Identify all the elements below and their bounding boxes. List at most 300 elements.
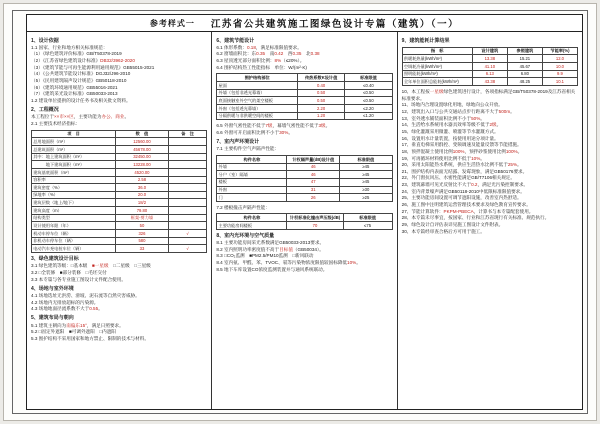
table-row <box>32 153 207 161</box>
table-cell: ≤75 <box>343 222 392 230</box>
table-header-cell: 计权标准化撞击声压级(dB) <box>287 214 343 222</box>
text-run: 10、本工程按 <box>401 88 430 94</box>
page-title: 江苏省公共建筑施工图绿色设计专篇（建筑）（一） <box>210 19 460 30</box>
text-run: （≤20%）。 <box>281 58 305 64</box>
text-run: 0.18 <box>246 44 256 50</box>
table-cell: 0.50 <box>297 89 344 97</box>
airborne-sound-table <box>216 155 392 202</box>
text-run: 100% <box>452 148 465 154</box>
text-run: 目标值 <box>279 246 293 252</box>
text-line <box>31 293 207 300</box>
energy-result-table <box>402 47 578 86</box>
text-line <box>216 130 392 137</box>
table-cell <box>168 222 207 230</box>
text-line <box>31 58 207 65</box>
text-run: 南偏东15° <box>66 322 87 328</box>
table-row <box>32 176 207 184</box>
table-cell: 分户（室）隔墙 <box>217 171 287 179</box>
text-run: 5、建筑布局与朝向 <box>31 315 74 322</box>
table-cell: 建筑层数（地上/地下） <box>32 199 116 207</box>
text-run: 6.1 体形系数： <box>216 44 247 50</box>
text-run: 500m <box>498 108 511 114</box>
text-run: 50% <box>471 115 481 121</box>
text-run: （2）《江苏省绿色建筑设计标准》 <box>31 58 101 64</box>
text-line <box>216 146 392 153</box>
energy-result-table-wrap <box>402 47 578 86</box>
text-run: 21、围护结构内表面无结露、发霉现象，满足GB50176要求。 <box>401 168 528 174</box>
text-run: 30% <box>279 129 289 135</box>
text-run: 8.5 地下车库设置CO浓度监测装置并与通风系统联动。 <box>216 266 328 272</box>
table-cell: 其中：地上建筑面积（m²） <box>32 153 116 161</box>
table-row <box>217 186 392 194</box>
table-cell: 设计使用年限（年） <box>32 222 116 230</box>
text-line <box>402 102 578 109</box>
table-cell: 楼板 <box>217 178 287 186</box>
table-row <box>217 89 392 97</box>
text-run: 10% <box>347 259 357 265</box>
table-cell: 容积率 <box>32 176 116 184</box>
table-cell <box>168 191 207 199</box>
table-cell: 46 <box>287 163 340 171</box>
table-cell: 框架-剪力墙 <box>116 214 169 222</box>
text-line <box>216 123 392 130</box>
text-line <box>402 202 578 209</box>
table-row <box>32 230 207 238</box>
table-cell: 外窗（包括透光幕墙） <box>217 104 298 112</box>
text-run: 南 <box>265 51 275 57</box>
text-line <box>31 329 207 336</box>
table-cell: 绿地率（%） <box>32 191 116 199</box>
text-run: 3.3 本专篇与各专业施工图设计文件配合使用。 <box>31 276 126 282</box>
text-run: ，主要功能为 <box>73 114 102 120</box>
table-cell: 建筑密度（%） <box>32 184 116 192</box>
table-cell: 0.40 <box>297 82 344 90</box>
text-run: 7级 <box>265 123 273 129</box>
table-row <box>32 168 207 176</box>
table-cell: 32450.00 <box>116 153 169 161</box>
table-cell: 1.20 <box>297 112 344 120</box>
table-cell: 6.80 <box>507 70 542 78</box>
text-run: 5.2 □固定外遮阳 ■可调外遮阳 □内遮阳 <box>31 329 116 335</box>
text-line <box>216 65 392 72</box>
table-cell: 79.80 <box>116 207 169 215</box>
table-cell: 屋面 <box>217 82 298 90</box>
text-line <box>31 263 207 270</box>
table-row <box>32 199 207 207</box>
table-cell: 47 <box>287 178 340 186</box>
text-line <box>216 58 392 65</box>
table-row <box>217 112 392 120</box>
section-light-air <box>216 233 392 274</box>
text-line <box>31 286 207 293</box>
column-left <box>27 32 212 409</box>
table-cell: 13.38 <box>472 55 507 63</box>
text-run: 0.42 <box>274 51 284 57</box>
text-run: 6.3 屋顶透光部分面积比例： <box>216 58 275 64</box>
table-cell: 2.58 <box>116 176 169 184</box>
table-cell: 43.38 <box>472 78 507 86</box>
text-run: 。 <box>517 148 523 154</box>
table-cell <box>168 184 207 192</box>
text-line <box>216 267 392 274</box>
table-cell <box>168 168 207 176</box>
table-cell: 外墙（包括非透光幕墙） <box>217 89 298 97</box>
table-row <box>217 104 392 112</box>
text-run: ，满足日照要求。 <box>86 322 124 328</box>
table-header-row <box>402 47 577 55</box>
section-energy-saving <box>216 38 392 72</box>
text-line <box>216 240 392 247</box>
text-run: 30、本专篇经审查合格后方可用于施工。 <box>401 228 485 234</box>
table-cell: 机动车停车位（辆） <box>32 230 116 238</box>
table-header-cell: 指 标 <box>402 47 472 55</box>
table-cell: 底面接触室外空气的架空楼板 <box>217 97 298 105</box>
table-row <box>32 237 207 245</box>
text-line <box>216 260 392 267</box>
table-cell: ≥25 <box>340 194 393 202</box>
table-cell: 分隔供暖与非供暖空间的楼板 <box>217 112 298 120</box>
table-cell: 建筑基底面积（m²） <box>32 168 116 176</box>
table-row <box>32 184 207 192</box>
text-run: （5）《民用建筑隔声设计规范》GB50118-2010 <box>31 78 127 84</box>
text-run: 11、场地内合理设置绿化用地，绿地向公众开放。 <box>401 102 503 108</box>
table-cell: 6.13 <box>472 70 507 78</box>
text-line <box>402 149 578 156</box>
impact-sound-table-wrap <box>216 213 392 229</box>
text-line <box>216 205 392 212</box>
table-row <box>32 161 207 169</box>
drawing-sheet <box>3 3 597 421</box>
table-cell: 15.21 <box>507 55 542 63</box>
table-cell <box>168 153 207 161</box>
text-line <box>31 306 207 313</box>
text-run: 6.5 外窗气密性能不低于 <box>216 123 266 129</box>
text-run: 办公、商业 <box>101 114 125 120</box>
table-cell: 总建筑面积（m²） <box>32 146 116 154</box>
table-row <box>217 171 392 179</box>
table-header-cell: 围护结构部位 <box>217 74 298 82</box>
text-line <box>216 253 392 260</box>
table-cell: 31 <box>287 186 340 194</box>
title-bar <box>27 15 582 32</box>
text-run: 28、本专篇未尽事宜，按国家、行业和江苏省现行有关标准、规范执行。 <box>401 215 550 221</box>
table-row <box>217 82 392 90</box>
table-header-row <box>217 155 392 163</box>
table-header-cell: 标准限值 <box>340 155 393 163</box>
text-run: 。 <box>325 123 331 129</box>
table-row <box>217 163 392 171</box>
table-row <box>402 78 577 86</box>
text-run: 1、设计依据 <box>31 37 59 44</box>
table-cell: 4520.00 <box>116 168 169 176</box>
table-cell: 580 <box>116 237 169 245</box>
table-header-cell: 传热系数K设计值 <box>297 74 344 82</box>
text-line <box>31 121 207 128</box>
text-line <box>402 182 578 189</box>
table-header-row <box>32 130 207 138</box>
text-run: ，计算书与本专篇配套使用。 <box>473 208 534 214</box>
airborne-sound-table-wrap <box>216 155 392 202</box>
table-cell: 主要功能房间楼板 <box>217 222 287 230</box>
text-run: 6.4 围护结构热工性能指标 单位：W/(m²·K) <box>216 64 307 70</box>
text-line <box>31 91 207 98</box>
table-header-cell: 数 值 <box>116 130 169 138</box>
table-cell: 10.1 <box>542 78 577 86</box>
table-cell: 建筑高度（m） <box>32 207 116 215</box>
text-run: 5.1 建筑主朝向为 <box>31 322 67 328</box>
column-right <box>398 32 582 409</box>
table-cell: ≥30 <box>340 186 393 194</box>
text-run: 。 <box>124 114 130 120</box>
text-line <box>31 38 207 45</box>
text-run: 6、建筑节能设计 <box>216 37 255 44</box>
table-header-cell: 构件名称 <box>217 155 287 163</box>
table-header-row <box>217 74 392 82</box>
table-row <box>32 146 207 154</box>
text-run: 26、施工图中注明建筑运营管理技术要求及绿色教育宣传要求。 <box>401 202 531 208</box>
text-run: 3.1 绿色建筑等级：□基本级 <box>31 263 92 269</box>
text-run: 100% <box>505 148 518 154</box>
text-run: 25、主要功能房间设置可调节遮阳设施，改善室内热舒适。 <box>401 195 522 201</box>
text-run: 2级 <box>489 122 497 128</box>
table-cell: 46 <box>287 171 340 179</box>
table-cell: ≤0.50 <box>345 89 392 97</box>
text-line <box>402 162 578 169</box>
text-run: DB32/3962-2020 <box>100 58 135 64</box>
table-header-cell: 节能率(%) <box>542 47 577 55</box>
text-run: 12、建筑出入口与公共交通站点步行距离不大于 <box>401 108 499 114</box>
text-line <box>402 38 578 45</box>
table-header-cell: 标准限值 <box>343 214 392 222</box>
table-header-row <box>217 214 392 222</box>
table-cell: 全年单位面积总能耗(kWh/m²) <box>402 78 472 86</box>
table-row <box>32 138 207 146</box>
text-run: 。 <box>98 306 103 312</box>
table-cell: 18/2 <box>116 199 169 207</box>
text-run: 1.2 建设单位提供的设计任务书及相关批文资料。 <box>31 98 131 103</box>
text-line <box>216 233 392 240</box>
table-row <box>32 214 207 222</box>
text-run: 。 <box>510 108 515 114</box>
text-run: 0.55 <box>89 306 99 312</box>
text-run: 8.1 主要功能房间采光系数满足GB50033-2013要求。 <box>216 239 325 245</box>
text-run: ■一星级 <box>91 263 109 269</box>
text-line <box>402 122 578 129</box>
text-run: 14、生活给水系统用水器具效率等级不低于 <box>401 122 490 128</box>
section-general-notes <box>402 89 578 235</box>
text-run: 5.3 围护结构不采用国家和地方禁止、限制的技术与材料。 <box>31 335 149 341</box>
envelope-table-wrap <box>216 73 392 120</box>
table-cell: ≤0.40 <box>345 82 392 90</box>
table-cell: 供暖耗热量(kWh/m²) <box>402 55 472 63</box>
text-run: 2.1 主要技术经济指标： <box>31 121 81 127</box>
table-row <box>217 178 392 186</box>
table-cell: 9.9 <box>542 70 577 78</box>
text-line <box>402 109 578 116</box>
text-run: 1.1 国家、行业和地方相关标准规范： <box>31 44 108 50</box>
text-line <box>402 229 578 236</box>
table-row <box>402 63 577 71</box>
table-cell: ≥45 <box>340 178 393 186</box>
table-row <box>402 55 577 63</box>
table-cell: √ <box>168 230 207 238</box>
table-cell: 45678.00 <box>116 146 169 154</box>
text-run: 24、室内背景噪声满足GB50118-2010中低限标准限值要求。 <box>401 188 525 194</box>
text-run: 4.3 场地地面径流系数不大于 <box>31 306 90 312</box>
project-indicators-table <box>31 130 207 253</box>
text-run: ，预拌砂浆使用比例 <box>464 148 506 154</box>
text-run: 。 <box>480 115 485 121</box>
table-row <box>32 191 207 199</box>
table-header-cell: 标准限值 <box>345 74 392 82</box>
text-run: 19、可再循环材料使用比例不低于 <box>401 155 472 161</box>
section-impact-intro <box>216 205 392 212</box>
text-line <box>31 315 207 322</box>
table-header-cell: 构件名称 <box>217 214 287 222</box>
table-cell: 照明能耗(kWh/m²) <box>402 70 472 78</box>
text-run: 西 <box>283 51 293 57</box>
table-cell: 36.0 <box>116 184 169 192</box>
text-run: 3级 <box>318 123 326 129</box>
text-run: 4.1 场地选址无洪涝、滑坡、泥石流等自然灾害威胁。 <box>31 292 140 298</box>
text-line <box>31 277 207 284</box>
table-cell <box>168 207 207 215</box>
text-run: （GB50034）。 <box>292 246 324 252</box>
text-line <box>31 270 207 277</box>
text-line <box>31 78 207 85</box>
table-header-cell: 计权隔声量(dB)设计值 <box>287 155 340 163</box>
table-cell: ≥45 <box>340 171 393 179</box>
text-run: 4、场地与室外环境 <box>31 285 74 292</box>
text-run: 2、工程概况 <box>31 107 59 114</box>
inner-border-frame <box>26 14 583 410</box>
text-run: （1）《绿色建筑评价标准》GB/T50378-2019 <box>31 51 122 57</box>
table-cell: 33 <box>116 245 169 253</box>
table-cell: 非机动车停车位（辆） <box>32 237 116 245</box>
text-run: 本工程位于 <box>31 114 54 120</box>
table-cell: 48.25 <box>507 78 542 86</box>
table-row <box>217 97 392 105</box>
table-cell: 326 <box>116 230 169 238</box>
text-line <box>402 142 578 149</box>
text-run: □二星级 □三星级 <box>108 263 151 269</box>
text-run: 23、建筑幕墙可见光反射比不大于 <box>401 182 472 188</box>
table-cell: 12.0 <box>542 55 577 63</box>
table-header-cell: 参照建筑 <box>507 47 542 55</box>
text-run: 3.2 □全装修 ■部分装修 □毛坯交付 <box>31 269 107 275</box>
text-run: 7.2 楼板撞击声隔声性能： <box>216 204 270 210</box>
text-run: 3、绿色建筑设计目标 <box>31 255 79 262</box>
text-run: 北 <box>301 51 311 57</box>
text-run: 8.4 室内氨、甲醛、苯、TVOC、氡等污染物浓度限值较国标降低 <box>216 259 348 265</box>
section-design-basis <box>31 38 207 128</box>
text-line <box>402 89 578 102</box>
table-header-cell: 设计建筑 <box>472 47 507 55</box>
text-run: 。 <box>480 155 485 161</box>
impact-sound-table <box>216 213 392 229</box>
table-cell <box>168 214 207 222</box>
text-run: 10% <box>471 155 481 161</box>
text-run: PKPM-PBECA <box>443 208 474 214</box>
text-run: 8.3 □CO₂监测 ■PM2.5/PM10监测 □新风联动 <box>216 253 314 259</box>
table-cell <box>168 237 207 245</box>
text-run: 7、室内声环境设计 <box>216 139 260 146</box>
table-row <box>32 222 207 230</box>
table-cell: 外墙 <box>217 163 287 171</box>
text-run: 9、建筑能耗计算结果 <box>401 37 450 44</box>
text-run: 27、节能计算软件： <box>401 208 444 214</box>
text-run: 22、外门窗抗风压、水密性能满足GB/T7106相关规定。 <box>401 175 515 181</box>
table-cell <box>168 146 207 154</box>
text-run: 绿色建筑进行设计，各项指标满足GB/T50378-2019及江苏省相关标准要求。 <box>401 88 576 101</box>
text-run: 13、室外透水铺装面积比例不小于 <box>401 115 472 121</box>
text-run: （3）《建筑节能与可再生能源利用通用规范》GB55015-2021 <box>31 64 155 70</box>
table-cell: 总用地面积（m²） <box>32 138 116 146</box>
table-cell: 0.50 <box>297 97 344 105</box>
table-cell: 外窗 <box>217 186 287 194</box>
table-cell: 70 <box>287 222 343 230</box>
table-cell: 45.67 <box>507 63 542 71</box>
table-row <box>402 70 577 78</box>
text-run: 。 <box>496 122 502 128</box>
table-cell: 空调耗冷量(kWh/m²) <box>402 63 472 71</box>
table-row <box>32 245 207 253</box>
text-run: 6.6 外窗可开启面积比例不小于 <box>216 129 280 135</box>
text-line <box>216 38 392 45</box>
table-row <box>32 207 207 215</box>
table-cell: 电动汽车充电桩车位（辆） <box>32 245 116 253</box>
table-cell: 门 <box>217 194 287 202</box>
table-header-cell: 备 注 <box>168 130 207 138</box>
text-run: 。 <box>356 259 361 265</box>
text-line <box>402 129 578 136</box>
table-cell: √ <box>168 245 207 253</box>
text-run: 8% <box>274 58 282 64</box>
table-cell <box>168 138 207 146</box>
text-run: 0.2 <box>471 182 478 188</box>
text-line <box>31 98 207 105</box>
reference-style-label: 参考样式一 <box>149 18 195 28</box>
envelope-thermal-table <box>216 73 392 120</box>
text-run: 25% <box>507 162 518 168</box>
text-run: ，满足光污染控制要求。 <box>477 182 529 188</box>
text-run: 16、设置用水计量装置，按使用用途分项计量。 <box>401 135 499 141</box>
table-cell: ≥45 <box>340 163 393 171</box>
table-cell: 20.0 <box>116 191 169 199</box>
text-run: 。 <box>517 162 522 168</box>
table-cell: ≤0.50 <box>345 97 392 105</box>
section-acoustics-intro <box>216 123 392 153</box>
text-run: （4）《公共建筑节能设计标准》DGJ32/J96-2010 <box>31 71 131 77</box>
table-cell <box>168 176 207 184</box>
column-middle <box>212 32 397 409</box>
text-run: 18、预拌混凝土使用比例 <box>401 148 453 154</box>
table-row <box>217 194 392 202</box>
table-cell: 2.20 <box>297 104 344 112</box>
text-line <box>31 336 207 343</box>
table-row <box>217 222 392 230</box>
text-run: 17、垂直电梯采用群控、变频调速及能量反馈等节能措施。 <box>401 142 522 148</box>
text-run: 7.1 主要构件空气声隔声性能： <box>216 146 280 152</box>
text-run: 0.38 <box>310 51 320 57</box>
table-cell: 13228.00 <box>116 161 169 169</box>
text-run: 0.35 <box>292 51 302 57</box>
table-cell: 12560.00 <box>116 138 169 146</box>
table-cell: 26 <box>287 194 340 202</box>
text-run: 20、采用太阳能热水系统，供应生活热水比例不低于 <box>401 162 508 168</box>
text-run: ，满足标准限值要求。 <box>255 44 302 50</box>
text-run: 8、室内光环境与空气质量 <box>216 232 275 239</box>
